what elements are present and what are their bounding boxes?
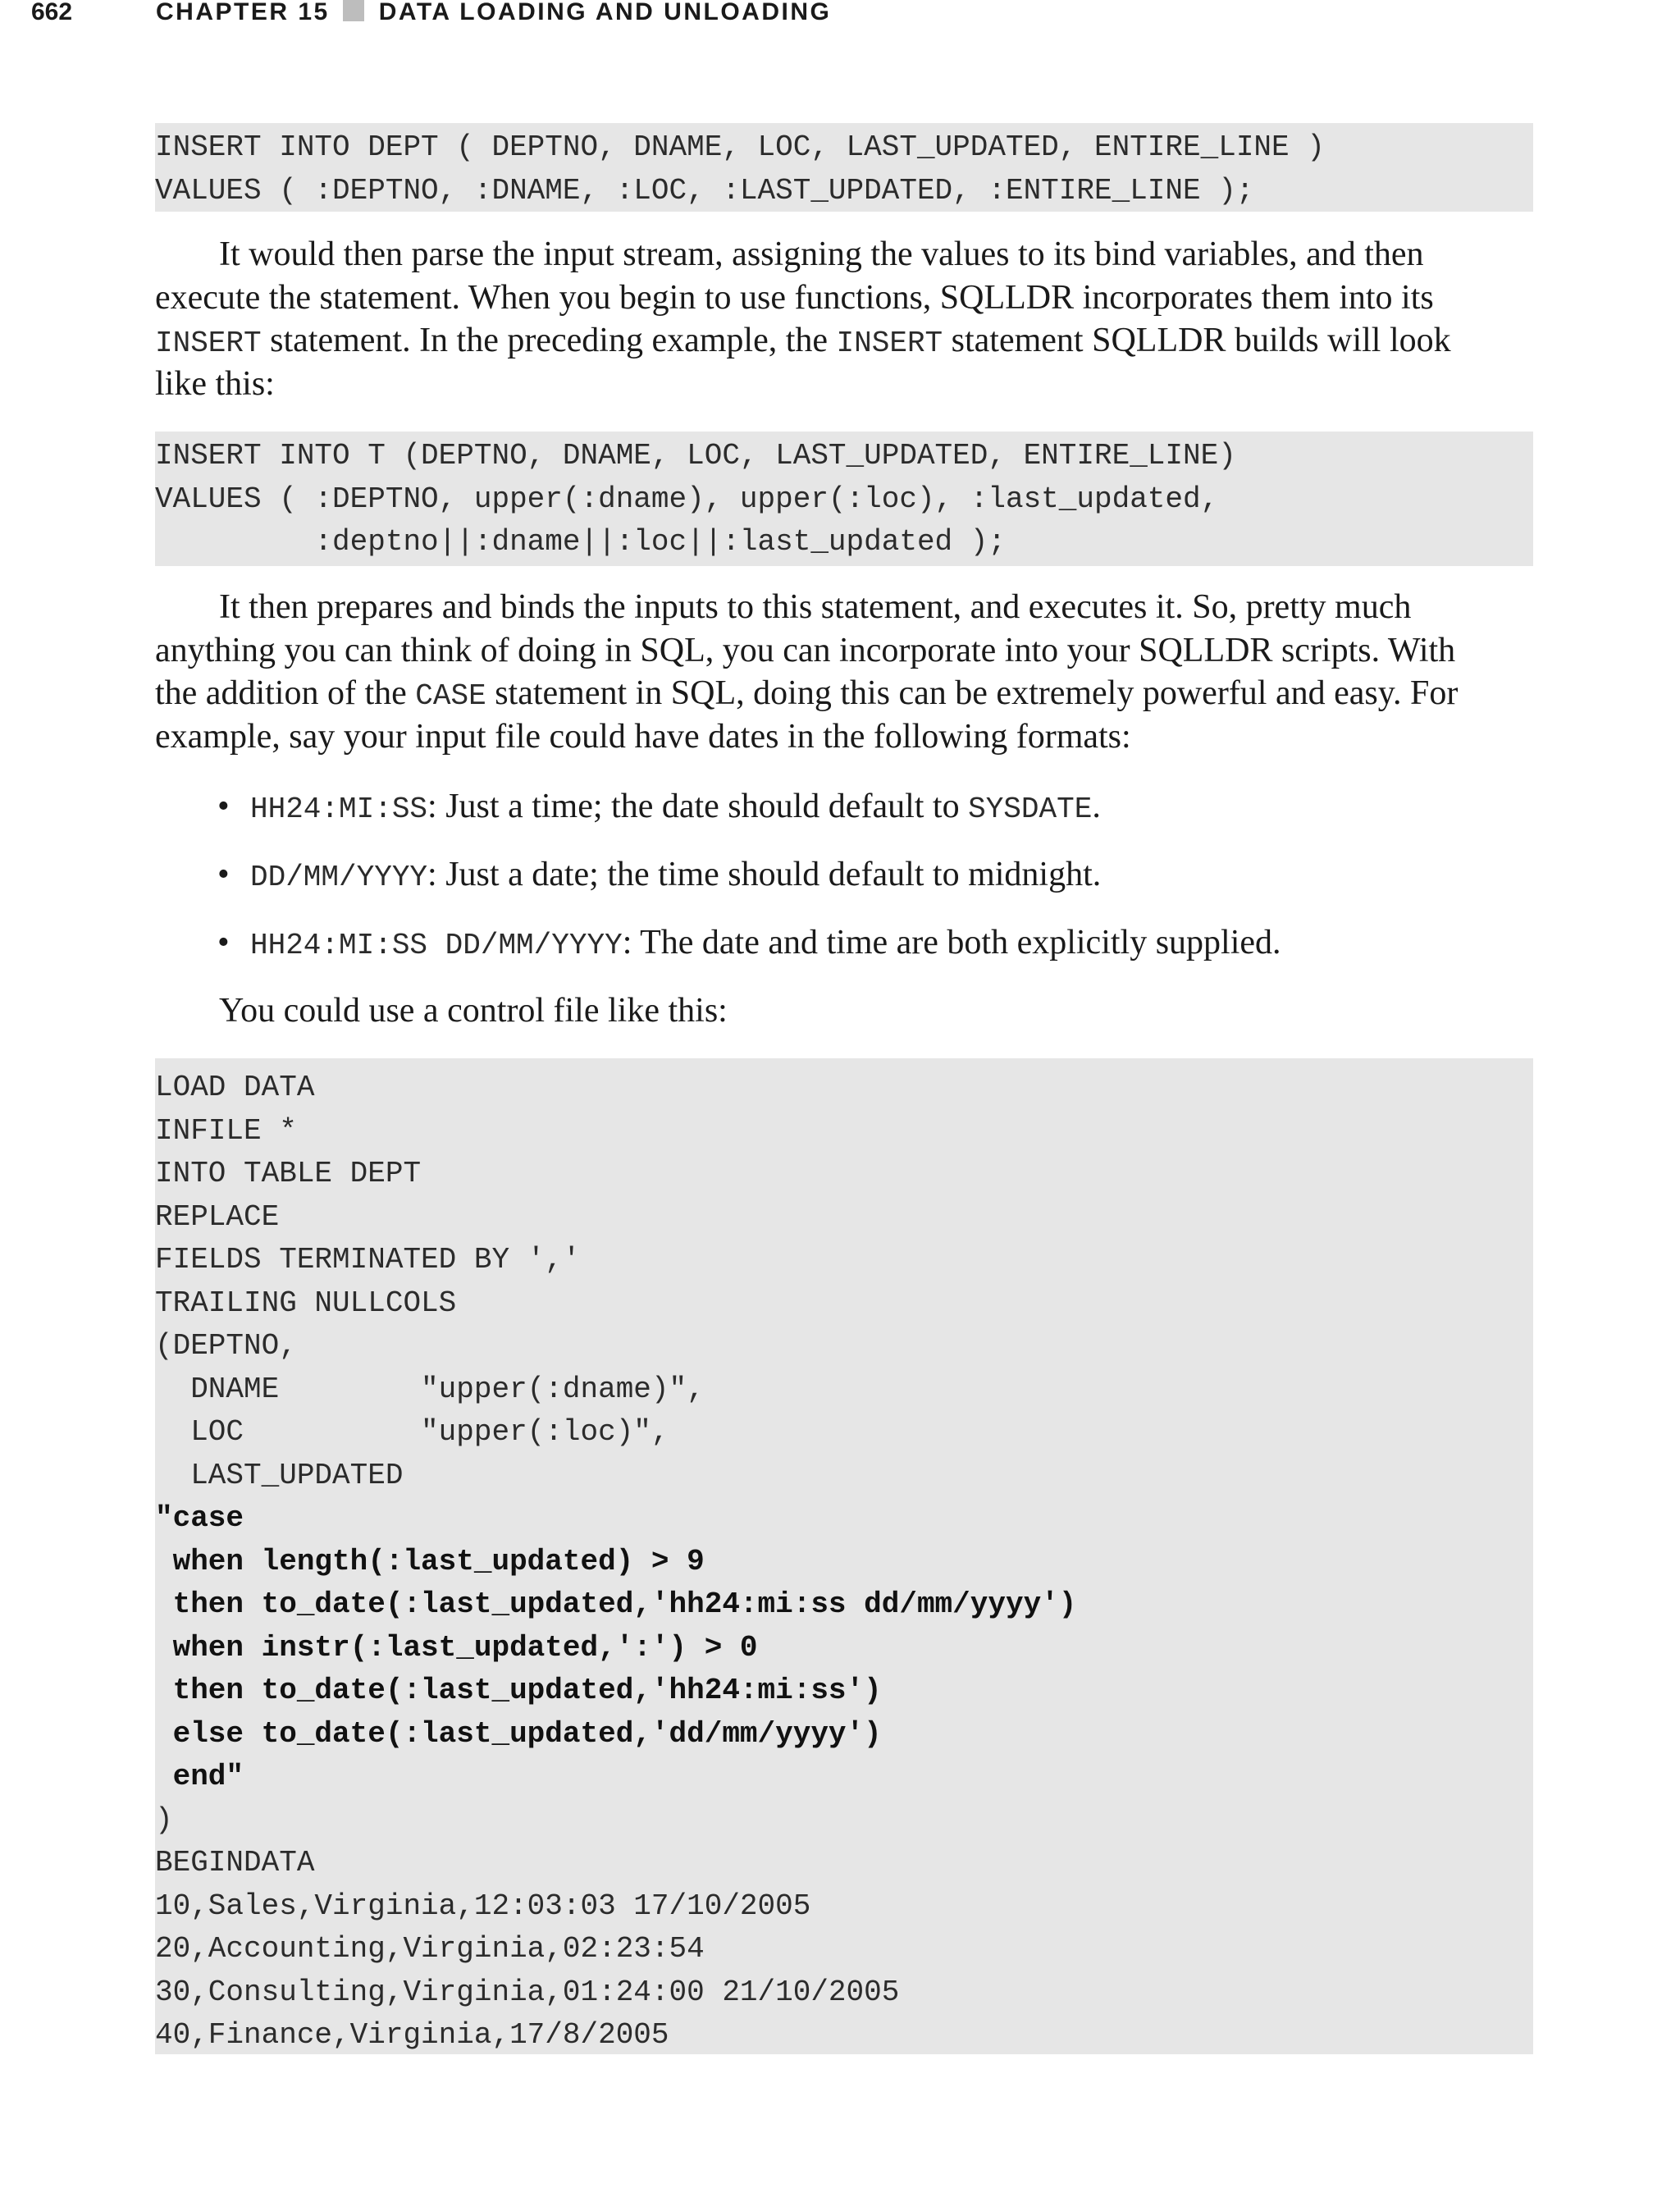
list-item <box>217 853 1101 897</box>
text-line: It would then parse the input stream, assigning the values to its bind variables, and then <box>219 235 1424 273</box>
code-line: TRAILING NULLCOLS <box>155 1286 457 1320</box>
text-line <box>155 672 1525 715</box>
list-item <box>217 785 1101 829</box>
code-line-bold: when length(:last_updated) > 9 <box>155 1544 705 1578</box>
code-line: VALUES ( :DEPTNO, upper(:dname), upper(:loc), :last_updated, <box>155 482 1219 516</box>
code-line: BEGINDATA <box>155 1846 315 1880</box>
inline-code: CASE <box>415 679 486 713</box>
text-run: : The date and time are both explicitly supplied. <box>622 924 1281 961</box>
header-separator-square <box>343 0 364 21</box>
paragraph-parse-input <box>155 233 1525 405</box>
inline-code: SYSDATE <box>968 792 1093 826</box>
code-line: 30,Consulting,Virginia,01:24:00 21/10/2005 <box>155 1975 900 2009</box>
code-line: :deptno||:dname||:loc||:last_updated ); <box>155 525 1006 559</box>
text-line <box>155 319 1525 363</box>
inline-code: DD/MM/YYYY <box>250 861 428 894</box>
code-block-insert-t <box>155 432 1533 566</box>
code-line: (DEPTNO, <box>155 1329 297 1363</box>
bullet-icon: • <box>217 924 230 961</box>
code-line-bold: then to_date(:last_updated,'hh24:mi:ss dd/mm/yyyy') <box>155 1587 1077 1621</box>
text-run: the addition of the <box>155 674 416 712</box>
text-line: like this: <box>155 364 275 403</box>
text-run: statement SQLLDR builds will look <box>943 322 1451 359</box>
code-line-bold: "case <box>155 1501 244 1535</box>
text-line: execute the statement. When you begin to use functions, SQLLDR incorporates them into its <box>155 278 1434 317</box>
inline-code: HH24:MI:SS DD/MM/YYYY <box>250 929 623 962</box>
text-run: . <box>1092 788 1101 825</box>
code-line: VALUES ( :DEPTNO, :DNAME, :LOC, :LAST_UPDATED, :ENTIRE_LINE ); <box>155 173 1254 208</box>
bullet-icon: • <box>217 788 230 825</box>
chapter-label: CHAPTER 15 <box>156 0 330 25</box>
inline-code: INSERT <box>155 327 262 360</box>
code-line: LOAD DATA <box>155 1071 315 1104</box>
code-line: INTO TABLE DEPT <box>155 1157 422 1190</box>
list-item <box>217 921 1281 965</box>
paragraph-control-file-intro <box>155 989 1525 1033</box>
code-line: INFILE * <box>155 1113 297 1148</box>
chapter-title: DATA LOADING AND UNLOADING <box>378 0 832 25</box>
code-line-bold: when instr(:last_updated,':') > 0 <box>155 1630 758 1665</box>
code-line: LAST_UPDATED <box>155 1458 404 1492</box>
text-run: statement in SQL, doing this can be extremely powerful and easy. For <box>486 674 1459 712</box>
code-line: 20,Accounting,Virginia,02:23:54 <box>155 1932 705 1966</box>
code-line: ) <box>155 1802 173 1837</box>
text-line: anything you can think of doing in SQL, you can incorporate into your SQLLDR scripts. With <box>155 631 1456 669</box>
code-line: LOC "upper(:loc)", <box>155 1415 669 1449</box>
code-block-insert-dept <box>155 123 1533 212</box>
code-line: FIELDS TERMINATED BY ',' <box>155 1243 581 1277</box>
text-line: example, say your input file could have dates in the following formats: <box>155 717 1131 756</box>
text-line: You could use a control file like this: <box>219 992 728 1030</box>
code-block-control-file <box>155 1058 1533 2054</box>
inline-code: HH24:MI:SS <box>250 792 428 826</box>
code-line: INSERT INTO DEPT ( DEPTNO, DNAME, LOC, LAST_UPDATED, ENTIRE_LINE ) <box>155 130 1325 164</box>
text-run: : Just a time; the date should default to <box>427 788 969 825</box>
code-line: 40,Finance,Virginia,17/8/2005 <box>155 2018 669 2052</box>
text-line: It then prepares and binds the inputs to this statement, and executes it. So, pretty much <box>219 588 1412 626</box>
bullet-icon: • <box>217 856 230 893</box>
code-line-bold: then to_date(:last_updated,'hh24:mi:ss') <box>155 1674 882 1707</box>
code-line: DNAME "upper(:dname)", <box>155 1372 705 1406</box>
inline-code: INSERT <box>836 327 943 360</box>
running-header <box>31 0 1590 28</box>
code-line: 10,Sales,Virginia,12:03:03 17/10/2005 <box>155 1889 811 1923</box>
text-run: : Just a date; the time should default to midnight. <box>427 856 1102 893</box>
page-number: 662 <box>31 0 73 25</box>
code-line-bold: end" <box>155 1760 244 1793</box>
code-line: REPLACE <box>155 1199 280 1234</box>
code-line-bold: else to_date(:last_updated,'dd/mm/yyyy') <box>155 1716 882 1751</box>
text-run: statement. In the preceding example, the <box>261 322 837 359</box>
paragraph-prepares-binds <box>155 586 1525 758</box>
code-line: INSERT INTO T (DEPTNO, DNAME, LOC, LAST_UPDATED, ENTIRE_LINE) <box>155 439 1236 473</box>
